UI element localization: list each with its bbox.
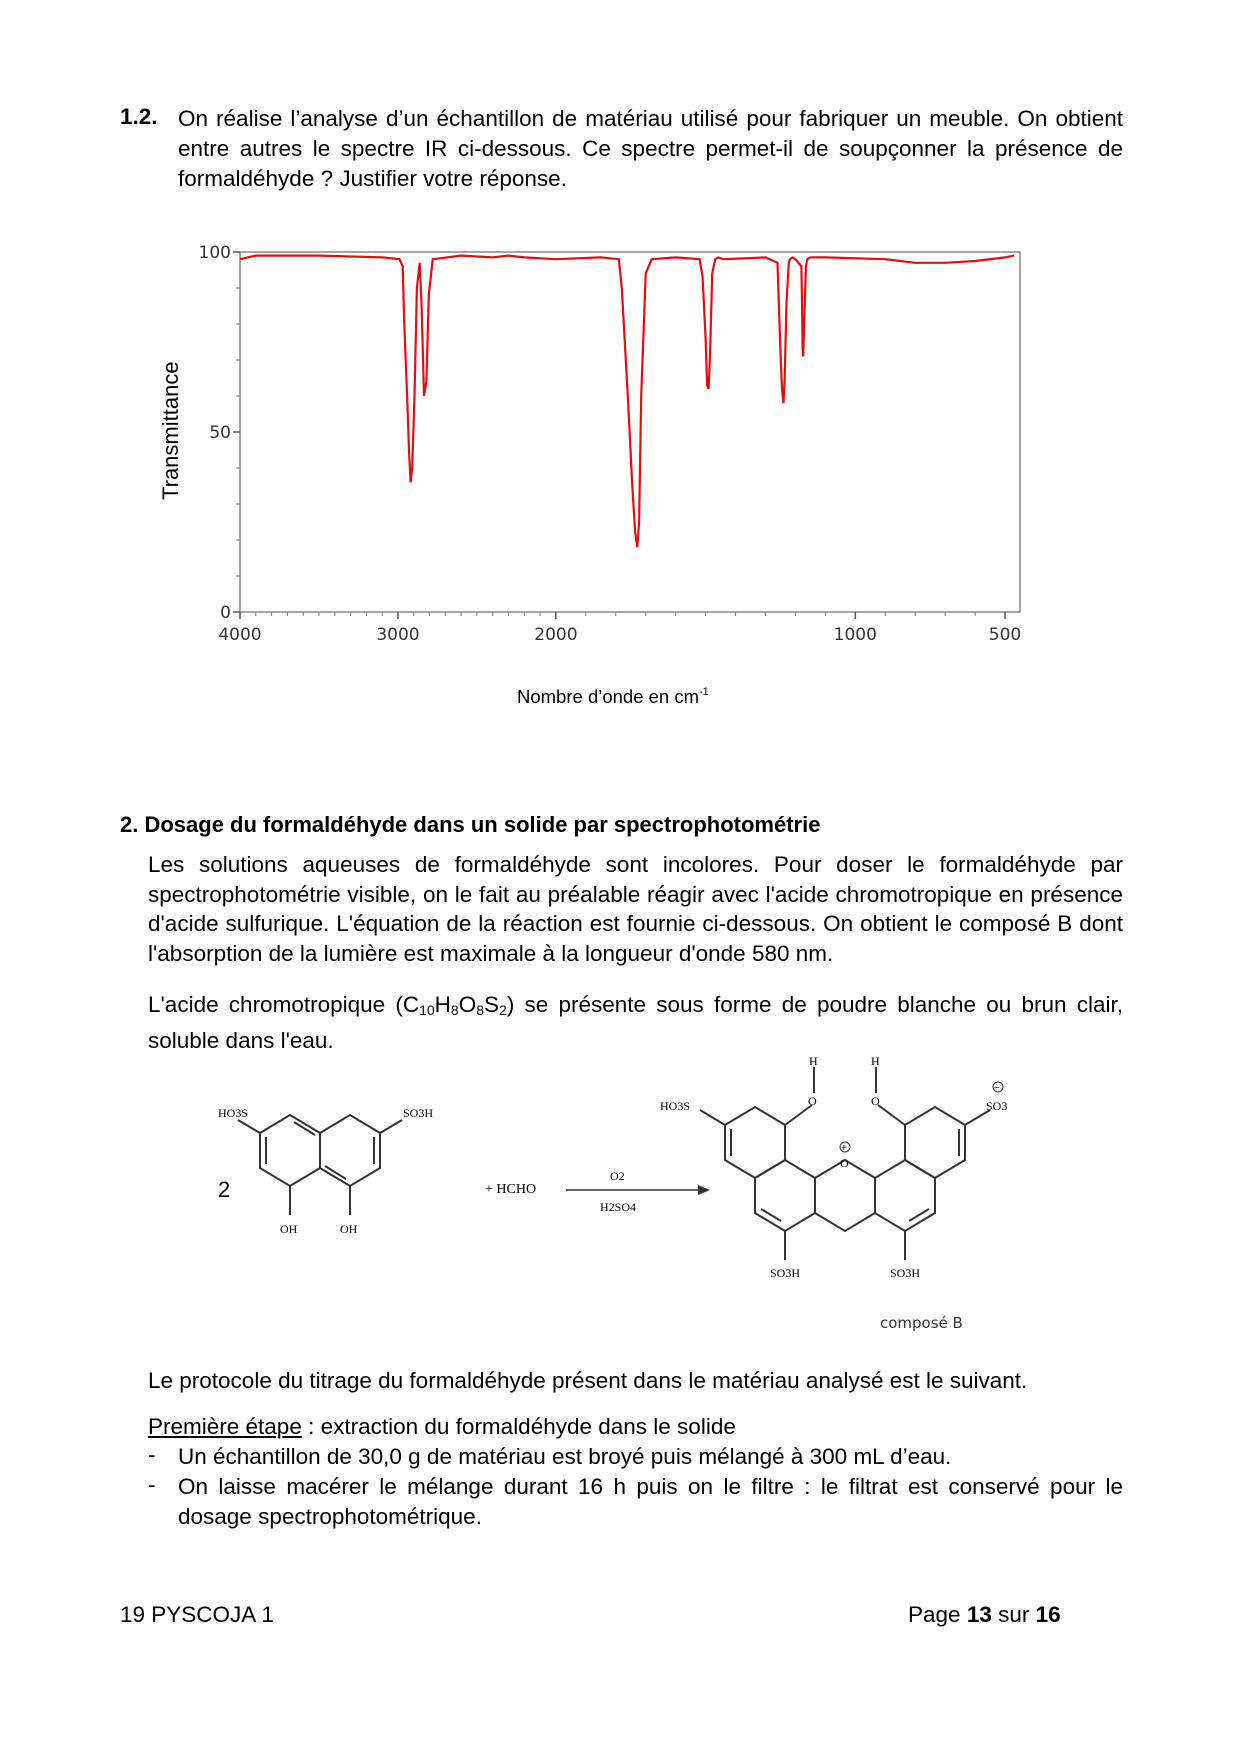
ir-spectrum-chart — [150, 240, 1050, 660]
left-oh-2: OH — [340, 1222, 358, 1236]
section-title: 2. Dosage du formaldéhyde dans un solide par spectrophotométrie — [120, 812, 821, 837]
below-arrow-h2so4: H2SO4 — [600, 1200, 637, 1214]
reagent-hcho: + HCHO — [485, 1182, 537, 1197]
prod-so3: SO3 — [986, 1099, 1008, 1113]
page-sur: sur — [998, 1602, 1030, 1627]
bullet-dash-2: - — [148, 1472, 156, 1497]
y-axis-label: Transmittance — [158, 361, 183, 500]
page-total: 16 — [1035, 1602, 1061, 1627]
page-number: 13 — [966, 1602, 992, 1627]
formula-H: H — [434, 992, 451, 1017]
y-tick-label: 0 — [220, 603, 231, 623]
footer-code: 19 PYSCOJA 1 — [120, 1602, 274, 1627]
x-tick-label: 500 — [988, 625, 1022, 645]
x-tick-label: 1000 — [833, 625, 877, 645]
x-tick-label: 3000 — [376, 625, 420, 645]
prod-h-2: H — [871, 1055, 880, 1068]
step-text: : extraction du formaldéhyde dans le solide — [301, 1414, 736, 1439]
formula-h-n: 8 — [450, 1002, 459, 1018]
formula-o-n: 8 — [476, 1002, 485, 1018]
left-so3h: SO3H — [403, 1106, 434, 1120]
p2-end: ) se présente sous forme de poudre blanche ou brun clair, soluble dans l'eau. — [148, 992, 1123, 1053]
x-axis-label — [517, 686, 709, 708]
x-tick-label: 2000 — [534, 625, 578, 645]
y-tick-label: 100 — [198, 243, 231, 263]
prod-o-2: O — [871, 1094, 880, 1108]
formula-C: C — [402, 992, 420, 1017]
page-word: Page — [908, 1602, 961, 1627]
product-label: composé B — [880, 1314, 963, 1332]
question-text: On réalise l’analyse d’un échantillon de matériau utilisé pour fabriquer un meuble. On obtient entre autres le spectre IR ci-dessous. Ce spectre permet-il de soupçonner la présence de formaldéhyde ? Justifier votre réponse. — [178, 106, 1123, 191]
x-tick-label: 4000 — [218, 625, 262, 645]
footer-page — [908, 1602, 1061, 1628]
bullet-dash-1: - — [148, 1442, 156, 1467]
formula-c-n: 10 — [419, 1002, 435, 1018]
chromotropic-acid-structure — [238, 1115, 402, 1215]
prod-o-center: O — [840, 1156, 849, 1170]
prod-h-1: H — [809, 1055, 818, 1068]
step-label: Première étape — [148, 1414, 302, 1439]
left-ho3s: HO3S — [218, 1106, 249, 1120]
y-tick-label: 50 — [209, 423, 231, 443]
prod-plus: + — [841, 1143, 847, 1154]
p2-start: L'acide chromotropique ( — [148, 992, 403, 1017]
left-oh-1: OH — [280, 1222, 298, 1236]
x-axis-label-text: Nombre d’onde en cm — [517, 686, 700, 707]
question-number: 1.2. — [120, 104, 158, 129]
above-arrow-o2: O2 — [610, 1169, 625, 1183]
prod-so3h-2: SO3H — [890, 1266, 921, 1280]
protocol-intro: Le protocole du titrage du formaldéhyde présent dans le matériau analysé est le suivant. — [148, 1368, 1028, 1393]
reaction-arrow — [566, 1185, 710, 1195]
formula-O: O — [458, 992, 477, 1017]
paragraph-1: Les solutions aqueuses de formaldéhyde sont incolores. Pour doser le formaldéhyde par spectrophotométrie visible, on le fait au préalable réagir avec l'acide chromotropique en présence d'acide sulfurique. L'équation de la réaction est fournie ci-dessous. On obtient le composé B dont l'absorption de la lumière est maximale à la longueur d'onde 580 nm. — [148, 852, 1123, 966]
prod-so3h-1: SO3H — [770, 1266, 801, 1280]
y-axis-label-wrap — [158, 360, 198, 520]
x-axis-label-exponent: -1 — [699, 686, 709, 698]
reaction-scheme — [190, 1055, 1110, 1345]
formula-S: S — [484, 992, 500, 1017]
paragraph-2 — [148, 990, 1123, 1055]
prod-ho3s: HO3S — [660, 1099, 691, 1113]
prod-o-1: O — [808, 1094, 817, 1108]
coefficient-2: 2 — [218, 1177, 231, 1202]
prod-minus: − — [994, 1083, 1000, 1094]
bullet-1: Un échantillon de 30,0 g de matériau est broyé puis mélangé à 300 mL d’eau. — [178, 1444, 952, 1469]
protocol-step — [148, 1412, 1123, 1442]
bullet-2: On laisse macérer le mélange durant 16 h puis on le filtre : le filtrat est conservé pour le dosage spectrophotométrique. — [178, 1474, 1123, 1529]
formula-s-n: 2 — [499, 1002, 507, 1018]
